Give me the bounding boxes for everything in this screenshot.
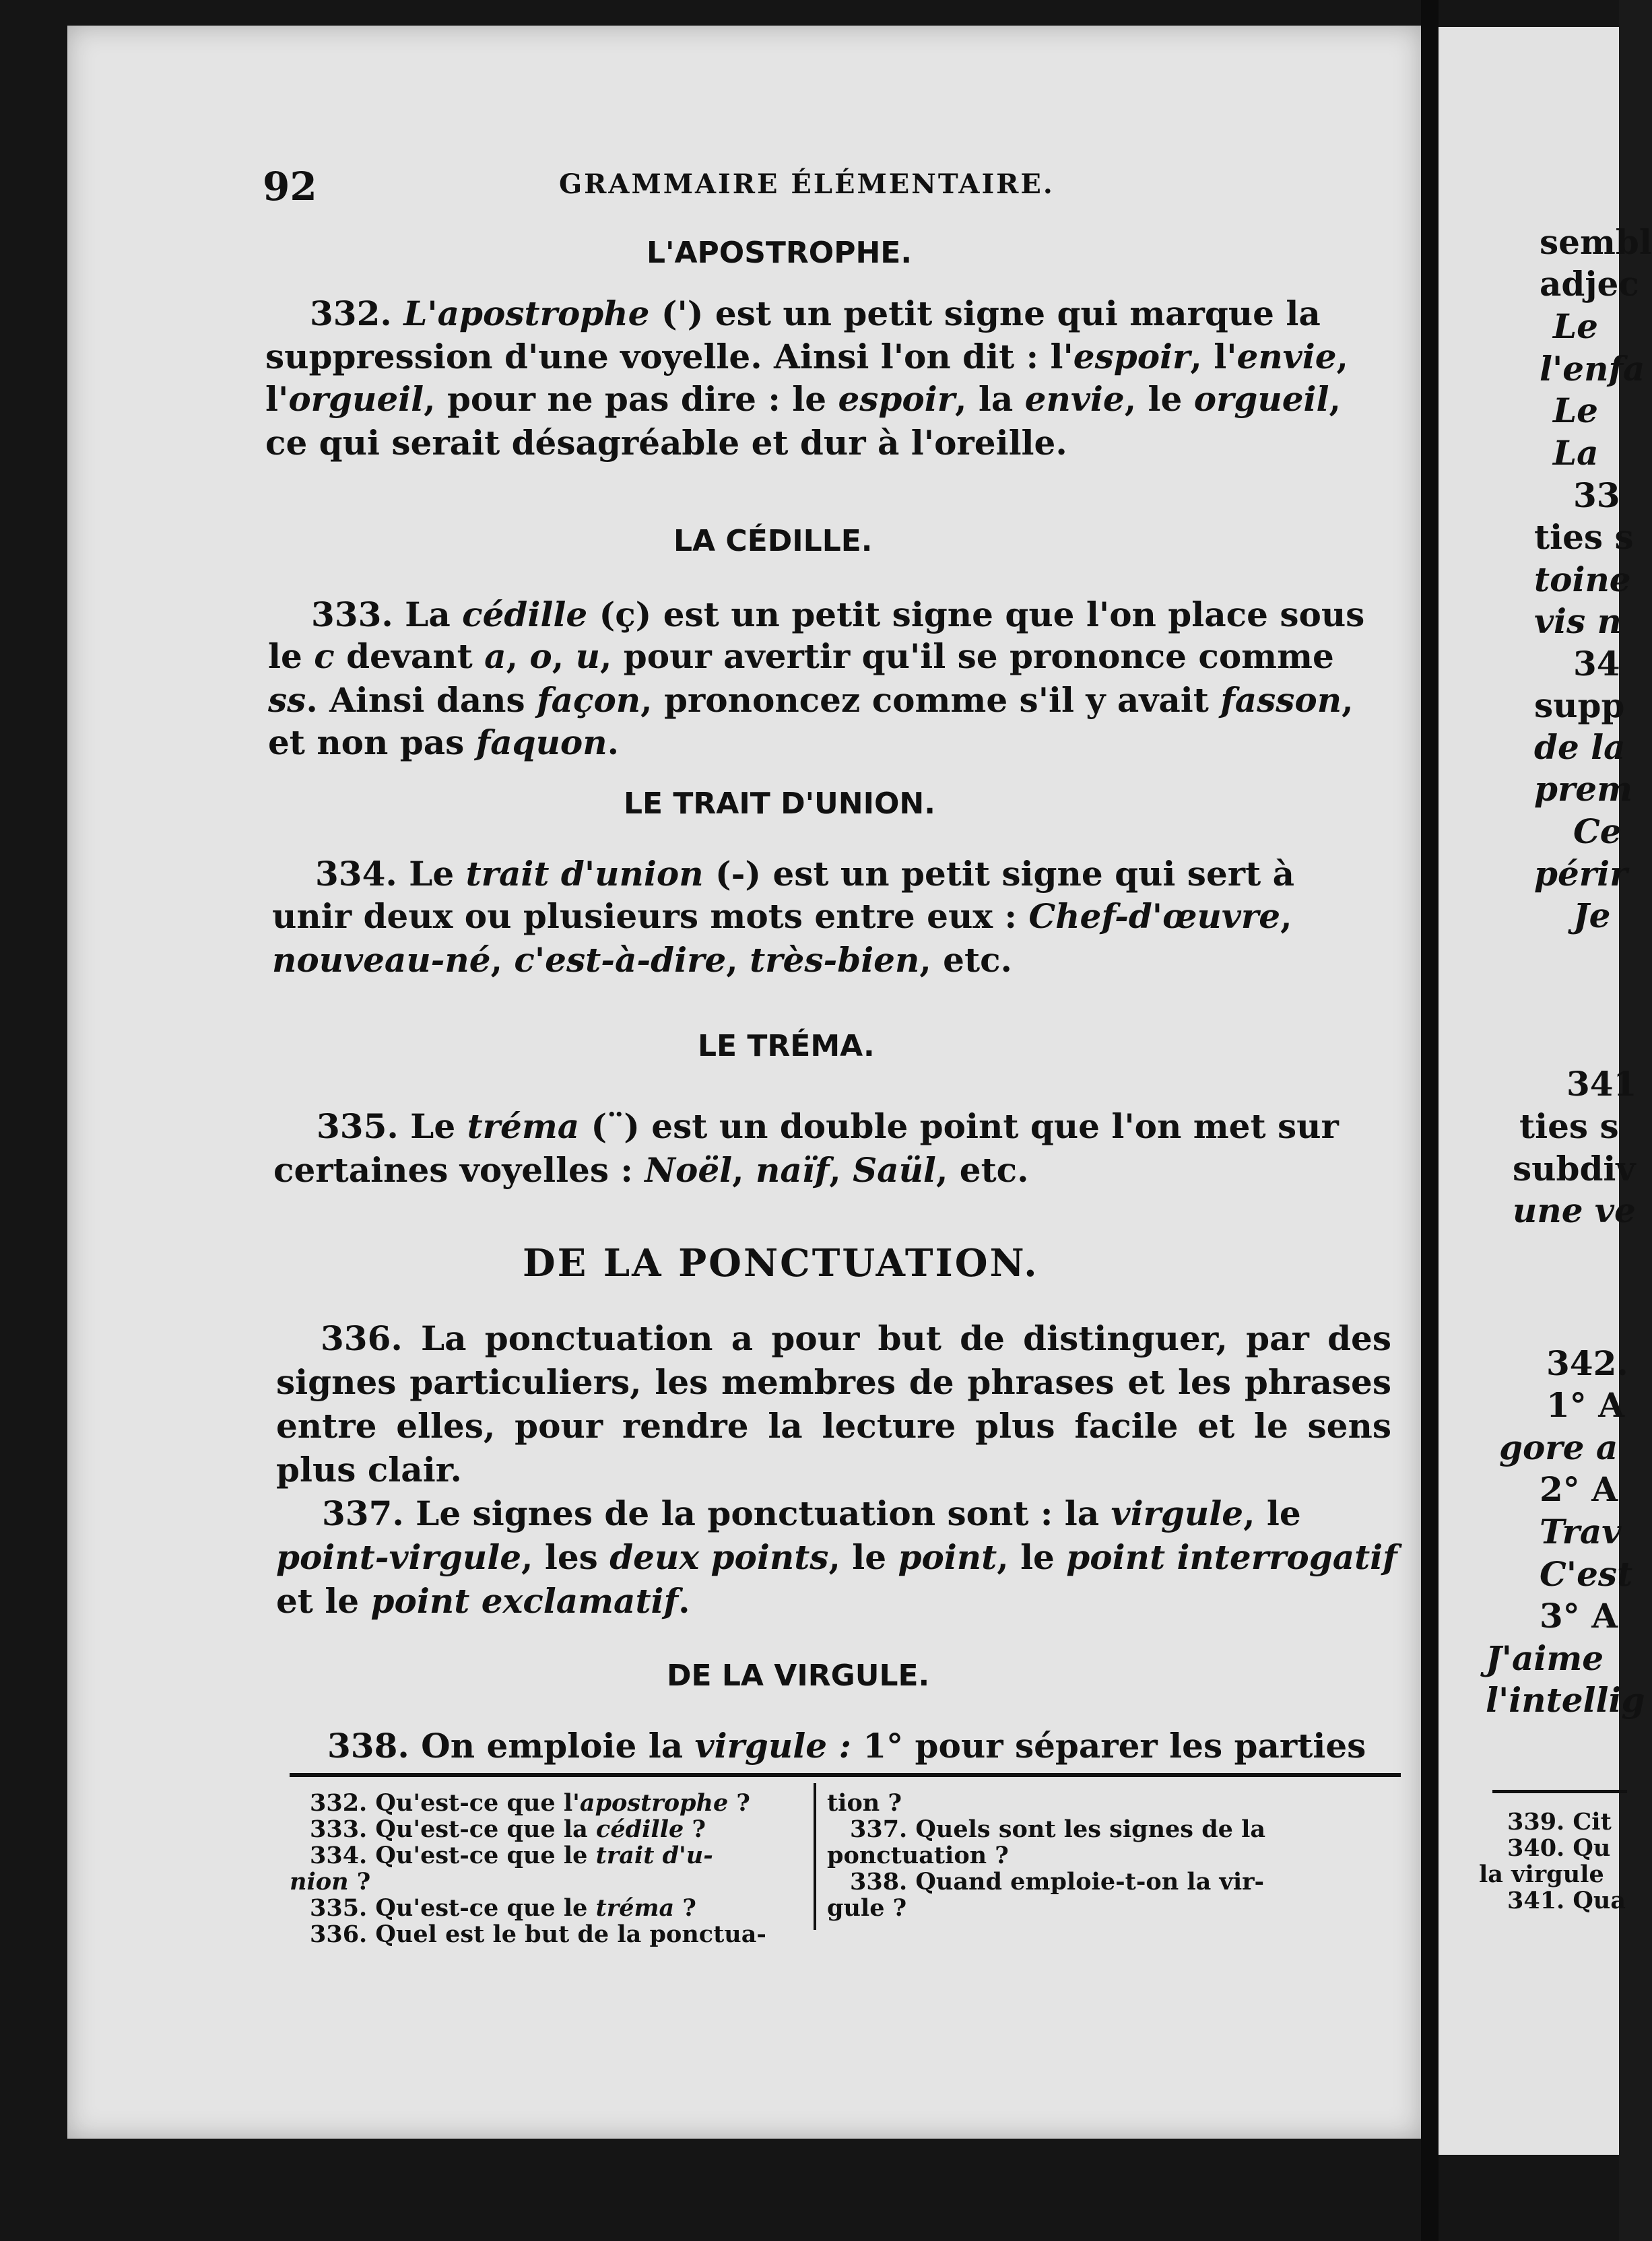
term: nion bbox=[290, 1868, 349, 1896]
text: 338. On emploie la bbox=[327, 1726, 695, 1766]
text: et non pas bbox=[268, 723, 476, 762]
text: , bbox=[506, 636, 530, 676]
term: espoir bbox=[838, 379, 956, 419]
question-332 bbox=[310, 1790, 750, 1816]
term: Saül bbox=[853, 1150, 936, 1190]
text: , bbox=[726, 940, 750, 980]
footer-rule bbox=[290, 1773, 1401, 1777]
p334-line3 bbox=[272, 940, 1012, 980]
text: , bbox=[490, 940, 515, 980]
frag-line: vis n bbox=[1534, 601, 1622, 641]
footer-column-divider bbox=[814, 1783, 816, 1930]
frag-line: l'intellig bbox=[1486, 1680, 1645, 1720]
text: (¨) est un double point que l'on met sur bbox=[579, 1106, 1339, 1146]
p338-line1 bbox=[327, 1726, 1366, 1766]
frag-line: 1° A bbox=[1546, 1385, 1624, 1425]
frag-line: J'aime bbox=[1486, 1638, 1604, 1678]
text: ? bbox=[674, 1894, 696, 1922]
frag-line: La bbox=[1553, 433, 1599, 473]
question-338-cont: gule ? bbox=[827, 1894, 907, 1922]
term: orgueil bbox=[288, 379, 424, 419]
p333-line1 bbox=[311, 595, 1364, 635]
text: le bbox=[268, 636, 315, 676]
text: . Ainsi dans bbox=[306, 680, 537, 720]
frag-line: prem bbox=[1534, 769, 1633, 809]
p333-line4 bbox=[268, 723, 619, 763]
frag-question: 340. Qu bbox=[1507, 1834, 1611, 1862]
text: , bbox=[1342, 680, 1354, 720]
text: , prononcez comme s'il y avait bbox=[640, 680, 1221, 720]
book-gutter bbox=[1421, 0, 1439, 2241]
heading-apostrophe: L'APOSTROPHE. bbox=[647, 236, 913, 270]
frag-line: Trav bbox=[1540, 1512, 1622, 1551]
text: 336. Quel est le but de la ponctua- bbox=[310, 1920, 766, 1948]
text: , bbox=[732, 1150, 756, 1190]
frag-line: une ve bbox=[1513, 1191, 1636, 1230]
frag-line: 2° A bbox=[1540, 1469, 1618, 1509]
text: ? bbox=[684, 1815, 706, 1843]
frag-line: subdiv bbox=[1513, 1149, 1636, 1189]
frag-line: Ce bbox=[1573, 811, 1622, 851]
question-337: 337. Quels sont les signes de la bbox=[850, 1815, 1266, 1843]
text: , bbox=[552, 636, 576, 676]
text: 333. La bbox=[311, 595, 463, 634]
p333-line3 bbox=[268, 680, 1354, 721]
text: (ç) est un petit signe que l'on place sous bbox=[587, 595, 1365, 634]
frag-line: l'enfa bbox=[1540, 349, 1645, 389]
left-page bbox=[67, 26, 1421, 2139]
question-333 bbox=[310, 1816, 706, 1842]
text: , bbox=[829, 1150, 853, 1190]
term: espoir bbox=[1073, 337, 1191, 376]
term: très-bien bbox=[750, 940, 920, 980]
text: , l' bbox=[1190, 337, 1237, 376]
text: , la bbox=[955, 379, 1025, 419]
term: cédille bbox=[596, 1815, 684, 1843]
term: point bbox=[898, 1537, 997, 1577]
text: ? bbox=[348, 1868, 371, 1896]
term: point interrogatif bbox=[1066, 1537, 1397, 1577]
question-337-cont: ponctuation ? bbox=[827, 1842, 1009, 1869]
text: , bbox=[1329, 379, 1341, 419]
text: , le bbox=[1243, 1494, 1301, 1533]
term: c'est-à-dire bbox=[514, 940, 727, 980]
text: , le bbox=[828, 1537, 898, 1577]
text: 334. Qu'est-ce que le bbox=[310, 1842, 596, 1869]
term: virgule bbox=[1111, 1494, 1244, 1533]
text: , bbox=[1336, 337, 1348, 376]
term: trait d'u- bbox=[595, 1842, 713, 1869]
frag-line: périr bbox=[1534, 854, 1628, 894]
term: deux points bbox=[609, 1537, 829, 1577]
term: point exclamatif bbox=[370, 1581, 679, 1621]
frag-line: 33 bbox=[1573, 475, 1620, 515]
frag-line: Le bbox=[1553, 306, 1598, 346]
heading-cedille: LA CÉDILLE. bbox=[673, 524, 873, 558]
text: 332. bbox=[310, 294, 404, 333]
p336-line1: 336. La ponctuation a pour but de distinguer, par des bbox=[321, 1318, 1391, 1358]
question-338: 338. Quand emploie-t-on la vir- bbox=[850, 1868, 1265, 1896]
p332-line3 bbox=[265, 379, 1341, 420]
frag-line: 3° A bbox=[1540, 1596, 1618, 1636]
term: orgueil bbox=[1193, 379, 1329, 419]
heading-trait-union: LE TRAIT D'UNION. bbox=[624, 787, 935, 821]
p337-line1 bbox=[322, 1494, 1301, 1534]
page-number: 92 bbox=[263, 164, 317, 209]
term: façon bbox=[537, 680, 641, 720]
p336-line3: entre elles, pour rendre la lecture plus facile et le sens bbox=[276, 1406, 1391, 1446]
p335-line1 bbox=[317, 1106, 1339, 1147]
text: certaines voyelles : bbox=[273, 1150, 645, 1190]
text: . bbox=[607, 723, 620, 762]
text: 337. Le signes de la ponctuation sont : la bbox=[322, 1494, 1111, 1533]
p332-line1 bbox=[310, 294, 1321, 334]
frag-line: ties s bbox=[1534, 517, 1634, 557]
heading-trema: LE TRÉMA. bbox=[698, 1029, 875, 1063]
text: devant bbox=[334, 636, 485, 676]
running-title: GRAMMAIRE ÉLÉMENTAIRE. bbox=[559, 168, 1055, 200]
question-334 bbox=[310, 1842, 713, 1869]
text: 332. Qu'est-ce que l' bbox=[310, 1789, 580, 1817]
text: l' bbox=[265, 379, 289, 419]
p337-line2 bbox=[276, 1537, 1397, 1578]
p334-line2 bbox=[272, 896, 1292, 937]
text: 334. Le bbox=[315, 854, 466, 894]
frag-question: la virgule bbox=[1479, 1861, 1604, 1888]
question-336 bbox=[310, 1921, 766, 1947]
p336-line4: plus clair. bbox=[276, 1450, 462, 1490]
text: 1° pour séparer les parties bbox=[851, 1726, 1366, 1766]
term: virgule : bbox=[694, 1726, 851, 1766]
frag-line: gore a bbox=[1499, 1428, 1618, 1467]
next-page-fragment bbox=[1439, 27, 1652, 2155]
text: unir deux ou plusieurs mots entre eux : bbox=[272, 896, 1029, 936]
term: L'apostrophe bbox=[403, 294, 650, 333]
term: envie bbox=[1236, 337, 1337, 376]
term: trait d'union bbox=[465, 854, 704, 894]
p336-line2: signes particuliers, les membres de phrases et les phrases bbox=[276, 1362, 1391, 1402]
term: c bbox=[314, 636, 335, 676]
question-336-cont: tion ? bbox=[827, 1789, 902, 1817]
p333-line2 bbox=[268, 636, 1334, 677]
term: tréma bbox=[595, 1894, 675, 1922]
text: , pour ne pas dire : le bbox=[424, 379, 838, 419]
term: u bbox=[575, 636, 600, 676]
text: suppression d'une voyelle. Ainsi l'on dit : l' bbox=[265, 337, 1073, 376]
question-335 bbox=[310, 1895, 696, 1921]
text: , etc. bbox=[919, 940, 1012, 980]
frag-line: de la bbox=[1534, 727, 1626, 767]
text: (-) est un petit signe qui sert à bbox=[703, 854, 1294, 894]
text: , le bbox=[1124, 379, 1194, 419]
text: ? bbox=[728, 1789, 750, 1817]
frag-line: Je bbox=[1573, 896, 1611, 935]
frag-line: 341 bbox=[1566, 1064, 1637, 1104]
term: faquon bbox=[475, 723, 607, 762]
text: 335. Qu'est-ce que le bbox=[310, 1894, 596, 1922]
p332-line2 bbox=[265, 337, 1348, 377]
p332-line4: ce qui serait désagréable et dur à l'oreille. bbox=[265, 423, 1067, 463]
text: 333. Qu'est-ce que la bbox=[310, 1815, 597, 1843]
frag-line: adjec bbox=[1540, 264, 1639, 304]
text: , pour avertir qu'il se prononce comme bbox=[599, 636, 1334, 676]
text: . bbox=[678, 1581, 690, 1621]
heading-virgule: DE LA VIRGULE. bbox=[667, 1659, 930, 1693]
frag-line: supp bbox=[1534, 685, 1625, 725]
frag-question: 339. Cit bbox=[1507, 1808, 1612, 1836]
text: et le bbox=[276, 1581, 371, 1621]
frag-line: Le bbox=[1553, 391, 1598, 430]
question-334-cont bbox=[290, 1869, 370, 1895]
term: naïf bbox=[755, 1150, 830, 1190]
term: o bbox=[529, 636, 552, 676]
frag-line: 342. bbox=[1546, 1343, 1628, 1383]
term: Chef-d'œuvre bbox=[1028, 896, 1281, 936]
text: , etc. bbox=[935, 1150, 1029, 1190]
frag-question: 341. Qua bbox=[1507, 1887, 1626, 1914]
term: Noël bbox=[645, 1150, 733, 1190]
term: nouveau-né bbox=[272, 940, 491, 980]
text: (') est un petit signe qui marque la bbox=[649, 294, 1321, 333]
frag-line: ties s bbox=[1519, 1106, 1619, 1146]
term: ss bbox=[268, 680, 306, 720]
text: , les bbox=[521, 1537, 610, 1577]
frag-line: toine bbox=[1534, 560, 1631, 599]
text: , bbox=[1280, 896, 1292, 936]
heading-ponctuation: DE LA PONCTUATION. bbox=[523, 1241, 1039, 1285]
frag-line: C'est bbox=[1540, 1554, 1633, 1594]
term: fasson bbox=[1220, 680, 1342, 720]
term: cédille bbox=[462, 595, 588, 634]
frag-line: sembl bbox=[1540, 222, 1652, 262]
frag-footer-rule bbox=[1492, 1790, 1627, 1793]
p337-line3 bbox=[276, 1581, 690, 1621]
term: a bbox=[484, 636, 506, 676]
text: , le bbox=[997, 1537, 1067, 1577]
p334-line1 bbox=[315, 854, 1294, 894]
frag-line: 34 bbox=[1573, 644, 1620, 683]
term: tréma bbox=[467, 1106, 580, 1146]
term: envie bbox=[1024, 379, 1125, 419]
term: apostrophe bbox=[579, 1789, 729, 1817]
text: 335. Le bbox=[317, 1106, 467, 1146]
p335-line2 bbox=[273, 1150, 1029, 1191]
term: point-virgule bbox=[276, 1537, 522, 1577]
